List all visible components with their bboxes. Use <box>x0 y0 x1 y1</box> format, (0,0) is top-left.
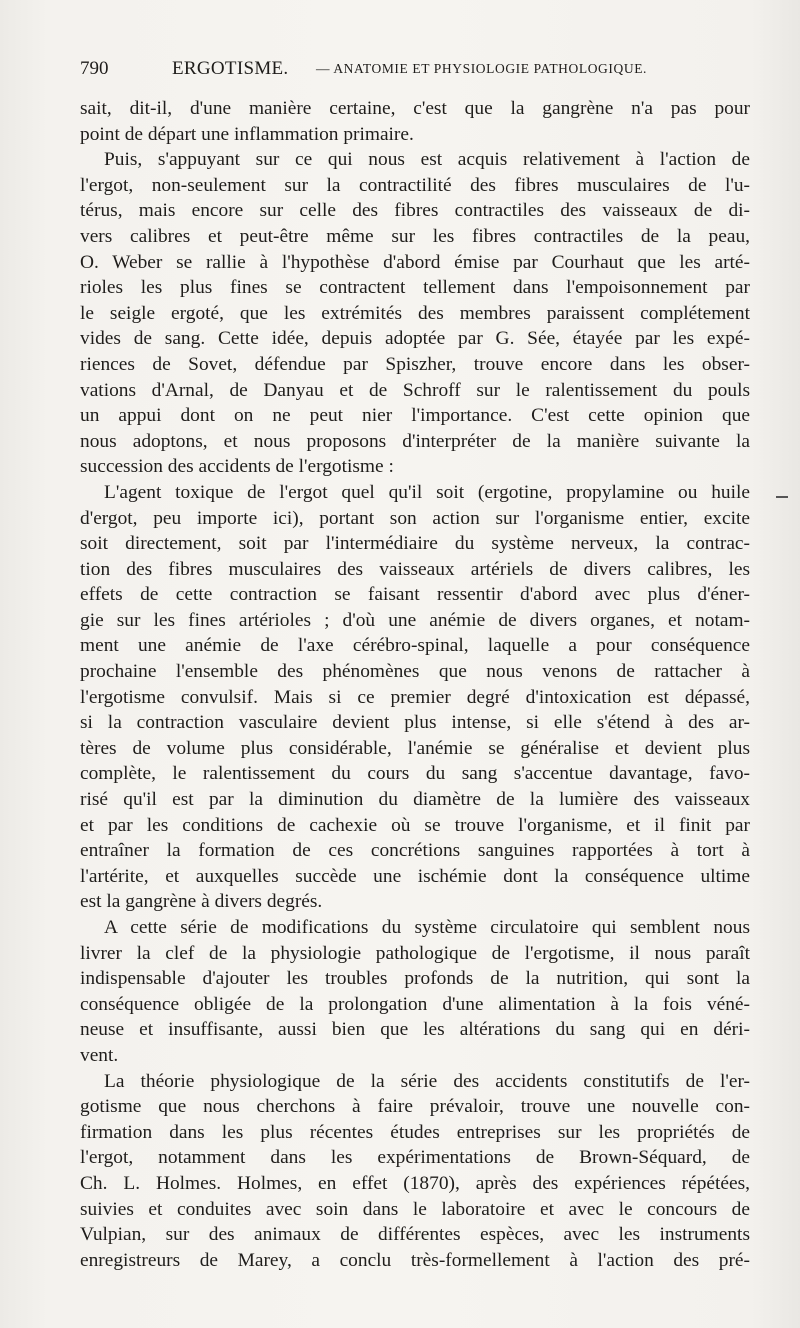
text-line: suivies et conduites avec soin dans le laboratoire et avec le concours de <box>80 1198 750 1220</box>
text-line: l'ergot, notamment dans les expérimentations de Brown-Séquard, de <box>80 1147 750 1169</box>
text-line: gie sur les fines artérioles ; d'où une anémie de divers organes, et notam- <box>80 609 750 631</box>
text-line: neuse et insuffisante, aussi bien que les altérations du sang qui en déri- <box>80 1019 750 1041</box>
text-line: l'ergot, non-seulement sur la contractilité des fibres musculaires de l'u- <box>80 174 750 196</box>
paragraph-start-line: L'agent toxique de l'ergot quel qu'il soit (ergotine, propylamine ou huile <box>104 481 750 503</box>
text-line: Vulpian, sur des animaux de différentes espèces, avec les instruments <box>80 1224 750 1246</box>
text-line: l'artérite, et auxquelles succède une ischémie dont la conséquence ultime <box>80 865 750 887</box>
margin-dash-mark <box>776 496 788 498</box>
text-line: livrer la clef de la physiologie pathologique de l'ergotisme, il nous paraît <box>80 942 750 964</box>
body-text <box>80 96 750 1273</box>
text-line: firmation dans les plus récentes études entreprises sur les propriétés de <box>80 1121 750 1143</box>
text-line: O. Weber se rallie à l'hypothèse d'abord émise par Courhaut que les arté- <box>80 251 750 273</box>
text-line: si la contraction vasculaire devient plus intense, si elle s'étend à des ar- <box>80 712 750 734</box>
text-line: vides de sang. Cette idée, depuis adoptée par G. Sée, étayée par les expé- <box>80 328 750 350</box>
text-line: entraîner la formation de ces concrétions sanguines rapportées à tort à <box>80 840 750 862</box>
text-line: et par les conditions de cachexie où se trouve l'organisme, et il finit par <box>80 814 750 836</box>
text-line: tion des fibres musculaires des vaisseaux artériels de divers calibres, les <box>80 558 750 580</box>
text-line: est la gangrène à divers degrés. <box>80 891 323 913</box>
text-line: risé qu'il est par la diminution du diamètre de la lumière des vaisseaux <box>80 789 750 811</box>
text-line: nous adoptons, et nous proposons d'interpréter de la manière suivante la <box>80 430 750 452</box>
text-line: Ch. L. Holmes. Holmes, en effet (1870), après des expériences répétées, <box>80 1172 750 1194</box>
text-line: le seigle ergoté, que les extrémités des membres paraissent complétement <box>80 302 750 324</box>
text-line: prochaine l'ensemble des phénomènes que nous venons de rattacher à <box>80 661 750 683</box>
text-line: vent. <box>80 1044 119 1066</box>
text-line: conséquence obligée de la prolongation d'une alimentation à la fois véné- <box>80 993 750 1015</box>
text-line: riences de Sovet, défendue par Spiszher, trouve encore dans les obser- <box>80 353 750 375</box>
text-line: effets de cette contraction se faisant ressentir d'abord avec plus d'éner- <box>80 584 750 606</box>
paragraph-start-line: A cette série de modifications du système circulatoire qui semblent nous <box>104 917 750 938</box>
text-line: tères de volume plus considérable, l'anémie se généralise et devient plus <box>80 737 750 759</box>
text-line: enregistreurs de Marey, a conclu très-formellement à l'action des pré- <box>80 1249 750 1271</box>
text-line: vers calibres et peut-être même sur les fibres contractiles de la peau, <box>80 225 750 247</box>
text-line: un appui dont on ne peut nier l'importance. C'est cette opinion que <box>80 405 750 427</box>
running-title: ERGOTISME. <box>172 58 289 79</box>
text-line: succession des accidents de l'ergotisme : <box>80 456 394 478</box>
text-line: d'ergot, peu importe ici), portant son action sur l'organisme entier, excite <box>80 507 750 529</box>
paragraph-start-line: La théorie physiologique de la série des accidents constitutifs de l'er- <box>104 1070 750 1092</box>
text-line: soit directement, soit par l'intermédiaire du système nerveux, la contrac- <box>80 533 750 555</box>
text-line: point de départ une inflammation primaire. <box>80 123 414 145</box>
text-line: l'ergotisme convulsif. Mais si ce premier degré d'intoxication est dépassé, <box>80 686 750 708</box>
paragraph-start-line: Puis, s'appuyant sur ce qui nous est acquis relativement à l'action de <box>104 149 750 171</box>
text-line: sait, dit-il, d'une manière certaine, c'est que la gangrène n'a pas pour <box>80 98 750 119</box>
text-line: rioles les plus fines se contractent tellement dans l'empoisonnement par <box>80 277 750 299</box>
running-subtitle: — ANATOMIE ET PHYSIOLOGIE PATHOLOGIQUE. <box>316 61 648 76</box>
text-line: ment une anémie de l'axe cérébro-spinal, laquelle a pour conséquence <box>80 635 750 657</box>
running-header <box>80 58 770 86</box>
text-line: gotisme que nous cherchons à faire prévaloir, trouve une nouvelle con- <box>80 1096 750 1118</box>
text-line: vations d'Arnal, de Danyau et de Schroff sur le ralentissement du pouls <box>80 379 750 401</box>
page-number: 790 <box>80 58 109 79</box>
text-line: complète, le ralentissement du cours du sang s'accentue davantage, favo- <box>80 763 750 785</box>
text-line: indispensable d'ajouter les troubles profonds de la nutrition, qui sont la <box>80 968 750 990</box>
text-line: térus, mais encore sur celle des fibres contractiles des vaisseaux de di- <box>80 200 750 222</box>
